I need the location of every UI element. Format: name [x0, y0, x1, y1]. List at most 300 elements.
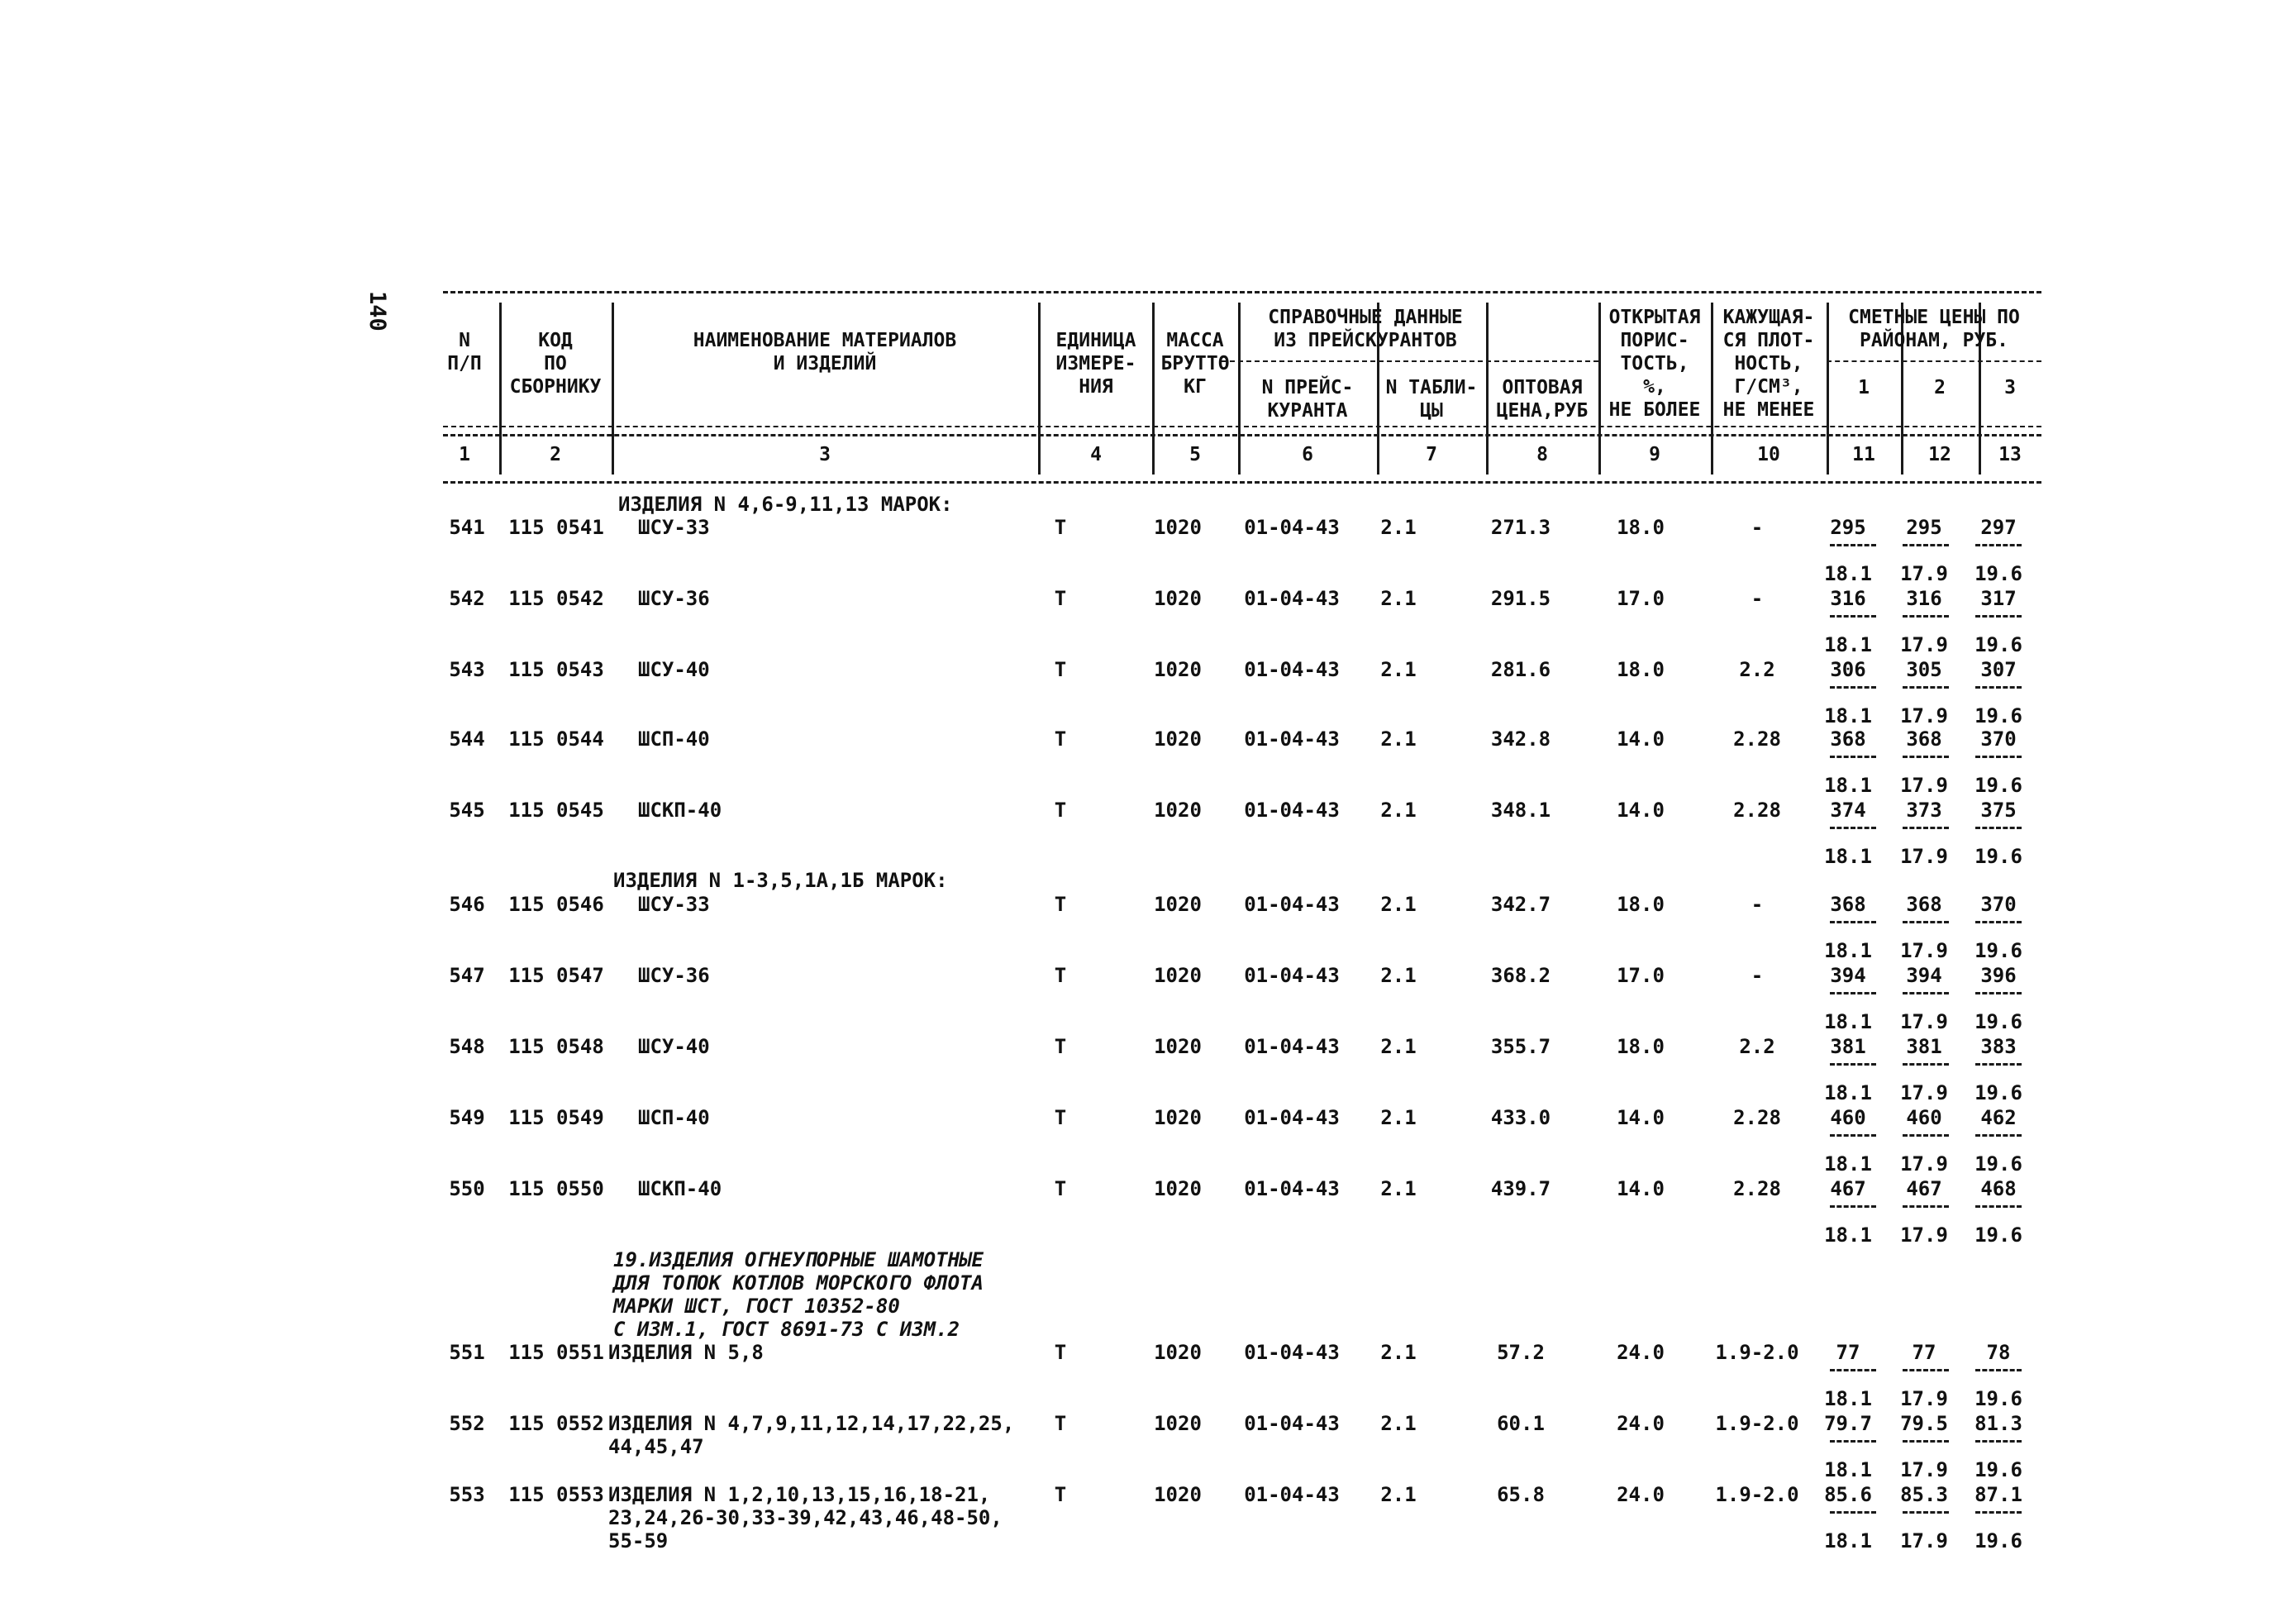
row-region-price: 394: [1906, 964, 1942, 987]
row-name: ШСУ-40: [638, 658, 710, 681]
row-unit: Т: [1054, 727, 1067, 751]
fraction-line: [1830, 1134, 1876, 1137]
row-region-price: 368: [1830, 727, 1866, 751]
row-coefficient: 18.1: [1824, 1152, 1872, 1176]
row-code: 115 0549: [508, 1106, 604, 1129]
row-price: 291.5: [1490, 587, 1551, 610]
header-reference-group: СПРАВОЧНЫЕ ДАННЫЕ: [1268, 307, 1463, 328]
fraction-line: [1903, 1369, 1949, 1371]
row-porosity: 24.0: [1617, 1341, 1665, 1364]
row-region-price: 295: [1830, 516, 1866, 539]
row-region-price: 381: [1906, 1035, 1942, 1058]
row-unit: Т: [1054, 799, 1067, 822]
table-rule: [443, 291, 2041, 293]
row-mass: 1020: [1154, 1177, 1202, 1200]
row-region-price: 375: [1980, 799, 2017, 822]
row-name: ШСУ-33: [638, 893, 710, 916]
row-price: 281.6: [1490, 658, 1551, 681]
row-region-price: 381: [1830, 1035, 1866, 1058]
row-coefficient: 18.1: [1824, 1223, 1872, 1247]
row-porosity: 14.0: [1617, 1177, 1665, 1200]
row-region-price: 462: [1980, 1106, 2017, 1129]
row-table-no: 2.1: [1380, 964, 1417, 987]
row-price: 342.7: [1490, 893, 1551, 916]
row-density: 2.28: [1733, 727, 1781, 751]
header-density: НЕ МЕНЕЕ: [1722, 399, 1815, 421]
row-coefficient: 17.9: [1900, 704, 1948, 727]
row-region-price: 78: [1986, 1341, 2011, 1364]
row-price: 433.0: [1490, 1106, 1551, 1129]
row-coefficient: 17.9: [1900, 1529, 1948, 1552]
row-coefficient: 17.9: [1900, 1081, 1948, 1104]
row-name: ШСУ-33: [638, 516, 710, 539]
table-column-separator: [1711, 303, 1713, 475]
row-coefficient: 19.6: [1974, 633, 2022, 656]
row-coefficient: 17.9: [1900, 939, 1948, 962]
row-mass: 1020: [1154, 727, 1202, 751]
section-title: ДЛЯ ТОПОК КОТЛОВ МОРСКОГО ФЛОТА: [613, 1271, 984, 1295]
row-density: -: [1751, 516, 1764, 539]
row-region-price: 370: [1980, 893, 2017, 916]
row-code: 115 0545: [508, 799, 604, 822]
header-porosity: ТОСТЬ,: [1620, 353, 1689, 374]
row-pricelist: 01-04-43: [1244, 1177, 1340, 1200]
row-coefficient: 18.1: [1824, 1387, 1872, 1410]
row-coefficient: 19.6: [1974, 939, 2022, 962]
row-number: 542: [449, 587, 485, 610]
fraction-line: [1903, 615, 1949, 618]
fraction-line: [1975, 615, 2022, 618]
fraction-line: [1975, 1063, 2022, 1066]
row-region-price: 81.3: [1974, 1412, 2022, 1435]
header-unit: ЕДИНИЦА: [1055, 330, 1136, 351]
row-number: 543: [449, 658, 485, 681]
row-pricelist: 01-04-43: [1244, 587, 1340, 610]
row-name: ИЗДЕЛИЯ N 4,7,9,11,12,14,17,22,25,: [608, 1412, 1015, 1435]
row-price: 348.1: [1490, 799, 1551, 822]
header-region-number: 2: [1934, 377, 1946, 398]
fraction-line: [1903, 827, 1949, 829]
row-coefficient: 17.9: [1900, 1387, 1948, 1410]
header-porosity: ОТКРЫТАЯ: [1608, 307, 1701, 328]
row-table-no: 2.1: [1380, 1035, 1417, 1058]
header-mass: БРУТТО: [1160, 353, 1230, 374]
header-region-prices: СМЕТНЫЕ ЦЕНЫ ПО: [1848, 307, 2020, 328]
column-number: 13: [1998, 444, 2022, 465]
row-table-no: 2.1: [1380, 727, 1417, 751]
table-rule: [443, 481, 2041, 484]
fraction-line: [1975, 1205, 2022, 1208]
row-coefficient: 19.6: [1974, 774, 2022, 797]
row-region-price: 368: [1906, 727, 1942, 751]
table-column-separator: [1486, 303, 1489, 475]
row-pricelist: 01-04-43: [1244, 727, 1340, 751]
row-density: 1.9-2.0: [1715, 1412, 1799, 1435]
fraction-line: [1975, 1511, 2022, 1514]
row-density: -: [1751, 964, 1764, 987]
row-region-price: 295: [1906, 516, 1942, 539]
row-porosity: 14.0: [1617, 1106, 1665, 1129]
row-density: 1.9-2.0: [1715, 1483, 1799, 1506]
column-number: 6: [1302, 444, 1313, 465]
row-table-no: 2.1: [1380, 1412, 1417, 1435]
row-porosity: 17.0: [1617, 587, 1665, 610]
row-pricelist: 01-04-43: [1244, 964, 1340, 987]
fraction-line: [1975, 686, 2022, 689]
fraction-line: [1975, 992, 2022, 994]
row-pricelist: 01-04-43: [1244, 1412, 1340, 1435]
row-region-price: 317: [1980, 587, 2017, 610]
row-price: 342.8: [1490, 727, 1551, 751]
column-number: 10: [1757, 444, 1780, 465]
row-price: 65.8: [1497, 1483, 1545, 1506]
fraction-line: [1975, 544, 2022, 546]
row-number: 545: [449, 799, 485, 822]
table-rule: [1827, 360, 2041, 362]
row-name: ШСП-40: [638, 1106, 710, 1129]
fraction-line: [1903, 1134, 1949, 1137]
row-number: 544: [449, 727, 485, 751]
row-density: -: [1751, 893, 1764, 916]
row-region-price: 87.1: [1974, 1483, 2022, 1506]
row-table-no: 2.1: [1380, 1177, 1417, 1200]
row-density: 2.28: [1733, 1106, 1781, 1129]
header-table-no: ЦЫ: [1420, 400, 1443, 422]
fraction-line: [1903, 1440, 1949, 1443]
header-density: НОСТЬ,: [1734, 353, 1803, 374]
row-coefficient: 19.6: [1974, 1387, 2022, 1410]
row-name: ШСУ-36: [638, 587, 710, 610]
row-region-price: 396: [1980, 964, 2017, 987]
header-table-no: N ТАБЛИ-: [1385, 377, 1478, 398]
row-unit: Т: [1054, 1483, 1067, 1506]
row-code: 115 0541: [508, 516, 604, 539]
fraction-line: [1903, 544, 1949, 546]
row-code: 115 0547: [508, 964, 604, 987]
row-coefficient: 17.9: [1900, 1223, 1948, 1247]
row-unit: Т: [1054, 658, 1067, 681]
row-region-price: 306: [1830, 658, 1866, 681]
fraction-line: [1830, 1063, 1876, 1066]
row-region-price: 467: [1906, 1177, 1942, 1200]
header-name: НАИМЕНОВАНИЕ МАТЕРИАЛОВ: [693, 330, 957, 351]
row-coefficient: 17.9: [1900, 774, 1948, 797]
row-coefficient: 19.6: [1974, 1223, 2022, 1247]
row-code: 115 0543: [508, 658, 604, 681]
row-pricelist: 01-04-43: [1244, 1106, 1340, 1129]
row-pricelist: 01-04-43: [1244, 658, 1340, 681]
fraction-line: [1975, 1369, 2022, 1371]
row-region-price: 468: [1980, 1177, 2017, 1200]
row-unit: Т: [1054, 516, 1067, 539]
fraction-line: [1975, 921, 2022, 923]
row-code: 115 0551: [508, 1341, 604, 1364]
row-number: 552: [449, 1412, 485, 1435]
header-wholesale-price: ОПТОВАЯ: [1502, 377, 1583, 398]
row-region-price: 374: [1830, 799, 1866, 822]
row-table-no: 2.1: [1380, 893, 1417, 916]
row-number: 550: [449, 1177, 485, 1200]
row-coefficient: 18.1: [1824, 1458, 1872, 1481]
fraction-line: [1830, 1369, 1876, 1371]
row-region-price: 316: [1906, 587, 1942, 610]
row-coefficient: 19.6: [1974, 1458, 2022, 1481]
row-table-no: 2.1: [1380, 1341, 1417, 1364]
row-code: 115 0542: [508, 587, 604, 610]
row-number: 553: [449, 1483, 485, 1506]
row-code: 115 0548: [508, 1035, 604, 1058]
row-pricelist: 01-04-43: [1244, 516, 1340, 539]
row-table-no: 2.1: [1380, 1483, 1417, 1506]
row-coefficient: 19.6: [1974, 1010, 2022, 1033]
column-number: 2: [550, 444, 561, 465]
row-number: 546: [449, 893, 485, 916]
section-title: МАРКИ ШСТ, ГОСТ 10352-80: [613, 1295, 900, 1318]
table-rule: [443, 426, 2041, 427]
row-region-price: 467: [1830, 1177, 1866, 1200]
row-table-no: 2.1: [1380, 658, 1417, 681]
fraction-line: [1830, 921, 1876, 923]
row-coefficient: 18.1: [1824, 1010, 1872, 1033]
table-rule: [1222, 360, 1598, 362]
header-region-number: 3: [2004, 377, 2016, 398]
row-code: 115 0544: [508, 727, 604, 751]
row-region-price: 297: [1980, 516, 2017, 539]
row-region-price: 394: [1830, 964, 1866, 987]
row-region-price: 316: [1830, 587, 1866, 610]
row-pricelist: 01-04-43: [1244, 893, 1340, 916]
row-pricelist: 01-04-43: [1244, 799, 1340, 822]
row-mass: 1020: [1154, 799, 1202, 822]
page-number: 140: [364, 291, 390, 331]
row-region-price: 79.7: [1824, 1412, 1872, 1435]
column-number: 4: [1090, 444, 1102, 465]
fraction-line: [1903, 1205, 1949, 1208]
table-column-separator: [1152, 303, 1155, 475]
row-coefficient: 19.6: [1974, 1529, 2022, 1552]
row-region-price: 77: [1836, 1341, 1860, 1364]
column-number: 3: [819, 444, 831, 465]
row-coefficient: 19.6: [1974, 562, 2022, 585]
row-coefficient: 19.6: [1974, 1081, 2022, 1104]
row-name: ИЗДЕЛИЯ N 5,8: [608, 1341, 764, 1364]
fraction-line: [1975, 1440, 2022, 1443]
header-pricelist-no: N ПРЕЙС-: [1261, 377, 1354, 398]
row-mass: 1020: [1154, 658, 1202, 681]
header-density: КАЖУЩАЯ-: [1722, 307, 1815, 328]
row-coefficient: 18.1: [1824, 1081, 1872, 1104]
table-column-separator: [1038, 303, 1041, 475]
header-wholesale-price: ЦЕНА,РУБ: [1496, 400, 1589, 422]
row-number: 548: [449, 1035, 485, 1058]
row-coefficient: 18.1: [1824, 704, 1872, 727]
row-porosity: 14.0: [1617, 799, 1665, 822]
row-porosity: 17.0: [1617, 964, 1665, 987]
fraction-line: [1830, 544, 1876, 546]
header-density: СЯ ПЛОТ-: [1722, 330, 1815, 351]
row-unit: Т: [1054, 893, 1067, 916]
fraction-line: [1830, 756, 1876, 758]
fraction-line: [1830, 615, 1876, 618]
row-price: 271.3: [1490, 516, 1551, 539]
row-region-price: 460: [1830, 1106, 1866, 1129]
table-column-separator: [1827, 303, 1829, 475]
row-coefficient: 17.9: [1900, 562, 1948, 585]
row-density: 2.2: [1739, 658, 1775, 681]
table-rule: [443, 434, 2041, 436]
row-coefficient: 18.1: [1824, 939, 1872, 962]
row-mass: 1020: [1154, 1341, 1202, 1364]
row-region-price: 77: [1912, 1341, 1936, 1364]
row-pricelist: 01-04-43: [1244, 1341, 1340, 1364]
header-unit: ИЗМЕРЕ-: [1055, 353, 1136, 374]
section-title: ИЗДЕЛИЯ N 4,6-9,11,13 МАРОК:: [618, 493, 953, 516]
column-number: 12: [1928, 444, 1951, 465]
row-mass: 1020: [1154, 1106, 1202, 1129]
fraction-line: [1830, 1511, 1876, 1514]
header-porosity: НЕ БОЛЕЕ: [1608, 399, 1701, 421]
row-density: 1.9-2.0: [1715, 1341, 1799, 1364]
row-coefficient: 19.6: [1974, 1152, 2022, 1176]
row-pricelist: 01-04-43: [1244, 1483, 1340, 1506]
row-name: ШСКП-40: [638, 1177, 722, 1200]
row-number: 541: [449, 516, 485, 539]
row-unit: Т: [1054, 1412, 1067, 1435]
section-title: ИЗДЕЛИЯ N 1-3,5,1А,1Б МАРОК:: [613, 869, 948, 892]
header-mass: КГ: [1184, 376, 1207, 398]
row-unit: Т: [1054, 1035, 1067, 1058]
row-region-price: 79.5: [1900, 1412, 1948, 1435]
header-n: N: [459, 330, 470, 351]
row-table-no: 2.1: [1380, 1106, 1417, 1129]
fraction-line: [1903, 686, 1949, 689]
header-unit: НИЯ: [1079, 376, 1113, 398]
row-code: 115 0546: [508, 893, 604, 916]
fraction-line: [1830, 1440, 1876, 1443]
column-number: 9: [1649, 444, 1660, 465]
row-name: ШСП-40: [638, 727, 710, 751]
row-mass: 1020: [1154, 1483, 1202, 1506]
row-porosity: 24.0: [1617, 1483, 1665, 1506]
row-code: 115 0550: [508, 1177, 604, 1200]
header-n: П/П: [447, 353, 482, 374]
fraction-line: [1830, 827, 1876, 829]
row-unit: Т: [1054, 964, 1067, 987]
section-title: 19.ИЗДЕЛИЯ ОГНЕУПОРНЫЕ ШАМОТНЫЕ: [613, 1248, 984, 1271]
header-pricelist-no: КУРАНТА: [1267, 400, 1348, 422]
row-table-no: 2.1: [1380, 516, 1417, 539]
table-column-separator: [499, 303, 502, 475]
row-region-price: 305: [1906, 658, 1942, 681]
row-region-price: 85.3: [1900, 1483, 1948, 1506]
row-mass: 1020: [1154, 516, 1202, 539]
row-porosity: 18.0: [1617, 658, 1665, 681]
fraction-line: [1903, 756, 1949, 758]
row-density: 2.2: [1739, 1035, 1775, 1058]
column-number: 1: [459, 444, 470, 465]
row-number: 547: [449, 964, 485, 987]
row-mass: 1020: [1154, 1035, 1202, 1058]
table-column-separator: [1238, 303, 1241, 475]
row-coefficient: 18.1: [1824, 1529, 1872, 1552]
fraction-line: [1830, 992, 1876, 994]
row-table-no: 2.1: [1380, 799, 1417, 822]
row-unit: Т: [1054, 1177, 1067, 1200]
row-price: 439.7: [1490, 1177, 1551, 1200]
row-name: ШСУ-36: [638, 964, 710, 987]
row-coefficient: 18.1: [1824, 562, 1872, 585]
row-density: -: [1751, 587, 1764, 610]
row-region-price: 383: [1980, 1035, 2017, 1058]
row-porosity: 18.0: [1617, 516, 1665, 539]
row-mass: 1020: [1154, 1412, 1202, 1435]
row-unit: Т: [1054, 1341, 1067, 1364]
row-table-no: 2.1: [1380, 587, 1417, 610]
header-code: ПО: [544, 353, 567, 374]
fraction-line: [1975, 827, 2022, 829]
row-region-price: 307: [1980, 658, 2017, 681]
row-code: 115 0552: [508, 1412, 604, 1435]
fraction-line: [1903, 921, 1949, 923]
fraction-line: [1975, 756, 2022, 758]
row-region-price: 368: [1906, 893, 1942, 916]
row-price: 368.2: [1490, 964, 1551, 987]
column-number: 5: [1189, 444, 1201, 465]
fraction-line: [1903, 1511, 1949, 1514]
fraction-line: [1903, 1063, 1949, 1066]
row-code: 115 0553: [508, 1483, 604, 1506]
row-porosity: 18.0: [1617, 1035, 1665, 1058]
row-region-price: 460: [1906, 1106, 1942, 1129]
column-number: 7: [1426, 444, 1437, 465]
header-reference-group: ИЗ ПРЕЙСКУРАНТОВ: [1274, 330, 1457, 351]
row-coefficient: 19.6: [1974, 845, 2022, 868]
row-number: 549: [449, 1106, 485, 1129]
column-number: 8: [1536, 444, 1548, 465]
row-name: ИЗДЕЛИЯ N 1,2,10,13,15,16,18-21,: [608, 1483, 991, 1506]
row-region-price: 85.6: [1824, 1483, 1872, 1506]
header-code: КОД: [538, 330, 573, 351]
fraction-line: [1830, 1205, 1876, 1208]
row-coefficient: 18.1: [1824, 633, 1872, 656]
table-column-separator: [612, 303, 614, 475]
row-coefficient: 17.9: [1900, 1010, 1948, 1033]
table-column-separator: [1598, 303, 1601, 475]
column-number: 11: [1852, 444, 1875, 465]
row-coefficient: 17.9: [1900, 633, 1948, 656]
row-price: 355.7: [1490, 1035, 1551, 1058]
row-mass: 1020: [1154, 964, 1202, 987]
row-price: 57.2: [1497, 1341, 1545, 1364]
row-porosity: 24.0: [1617, 1412, 1665, 1435]
row-name: ШСУ-40: [638, 1035, 710, 1058]
fraction-line: [1975, 1134, 2022, 1137]
row-name: 23,24,26-30,33-39,42,43,46,48-50,: [608, 1506, 1003, 1529]
row-number: 551: [449, 1341, 485, 1364]
header-density: Г/СМ³,: [1734, 376, 1803, 398]
row-coefficient: 19.6: [1974, 704, 2022, 727]
header-mass: МАССА: [1166, 330, 1224, 351]
header-region-prices: РАЙОНАМ, РУБ.: [1859, 330, 2009, 351]
row-coefficient: 17.9: [1900, 845, 1948, 868]
row-density: 2.28: [1733, 1177, 1781, 1200]
row-density: 2.28: [1733, 799, 1781, 822]
row-mass: 1020: [1154, 587, 1202, 610]
row-coefficient: 17.9: [1900, 1152, 1948, 1176]
fraction-line: [1830, 686, 1876, 689]
row-porosity: 14.0: [1617, 727, 1665, 751]
row-porosity: 18.0: [1617, 893, 1665, 916]
